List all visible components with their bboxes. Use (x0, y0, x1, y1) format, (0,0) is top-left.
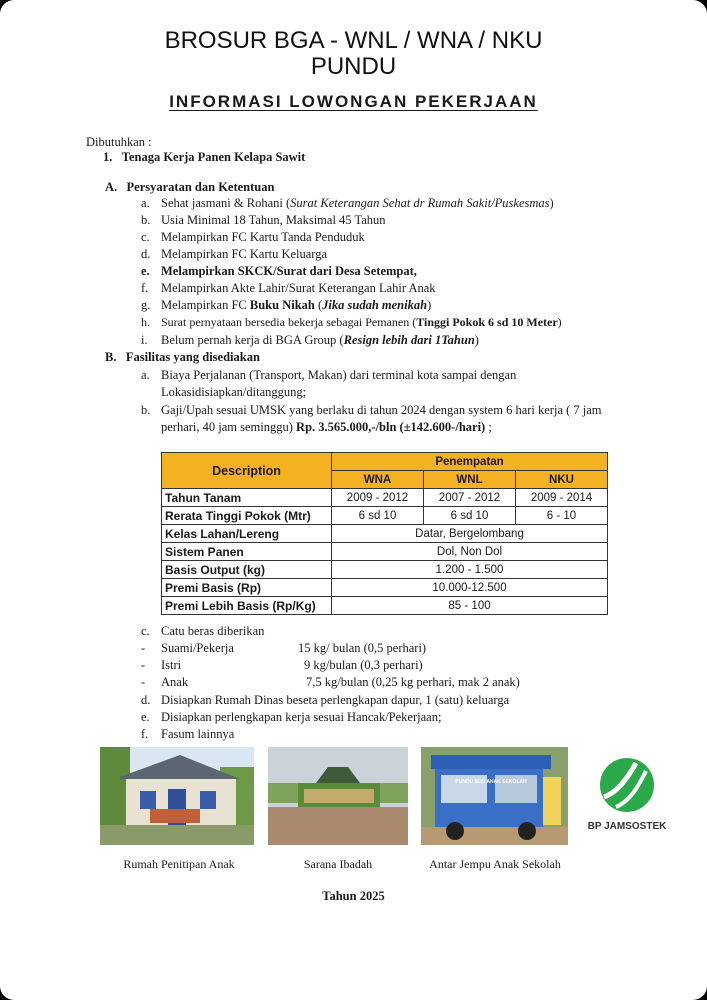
table-cell: 85 - 100 (332, 597, 608, 615)
bp-jamsostek-logo (582, 755, 672, 845)
requirement-item: d. Melampirkan FC Kartu Keluarga (141, 247, 328, 261)
table-row-label: Kelas Lahan/Lereng (162, 525, 332, 543)
table-cell: 2007 - 2012 (424, 489, 516, 507)
requirement-item: i. Belum pernah kerja di BGA Group (Resign lebih dari 1Tahun) (141, 333, 479, 347)
brochure-subtitle: INFORMASI LOWONGAN PEKERJAAN (169, 92, 538, 111)
needed-label: Dibutuhkan : (86, 135, 152, 149)
section-b-heading: B. Fasilitas yang disediakan (105, 350, 260, 364)
table-cell: 2009 - 2014 (516, 489, 608, 507)
position-line: 1. Tenaga Kerja Panen Kelapa Sawit (103, 150, 306, 164)
school-bus-photo (421, 747, 568, 845)
requirement-item: c. Melampirkan FC Kartu Tanda Penduduk (141, 230, 365, 244)
table-header-description: Description (162, 453, 332, 489)
requirement-item: g. Melampirkan FC Buku Nikah (Jika sudah menikah) (141, 298, 432, 312)
facility-item-house: d. Disiapkan Rumah Dinas beseta perlengkapan dapur, 1 (satu) keluarga (141, 693, 510, 707)
requirement-item: b. Usia Minimal 18 Tahun, Maksimal 45 Tahun (141, 213, 386, 227)
brochure-title: BROSUR BGA - WNL / WNA / NKU (164, 27, 543, 54)
table-header-col: WNL (424, 471, 516, 489)
table-row (162, 489, 608, 507)
table-row (162, 525, 608, 543)
placement-table (161, 452, 608, 615)
facility-item-public: f. Fasum lainnya (141, 727, 235, 741)
table-row (162, 597, 608, 615)
table-cell: 10.000-12.500 (332, 579, 608, 597)
facility-item-transport-cont: Lokasidisiapkan/ditanggung; (161, 385, 307, 399)
table-cell: 6 sd 10 (332, 507, 424, 525)
rice-row: - Istri 9 kg/bulan (0,3 perhari) (141, 658, 423, 672)
table-row (162, 561, 608, 579)
brochure-title-location: PUNDU (310, 53, 397, 80)
table-cell: Dol, Non Dol (332, 543, 608, 561)
table-row-label: Sistem Panen (162, 543, 332, 561)
photo-caption-daycare: Rumah Penitipan Anak (123, 857, 235, 871)
table-header-col: NKU (516, 471, 608, 489)
table-cell: 1.200 - 1.500 (332, 561, 608, 579)
table-cell: 6 sd 10 (424, 507, 516, 525)
photo-caption-mosque: Sarana Ibadah (303, 857, 373, 871)
table-row-label: Rerata Tinggi Pokok (Mtr) (162, 507, 332, 525)
rice-row: - Suami/Pekerja 15 kg/ bulan (0,5 perhari) (141, 641, 427, 655)
facility-item-salary: b. Gaji/Upah sesuai UMSK yang berlaku di tahun 2024 dengan system 6 hari kerja ( 7 jam (141, 403, 602, 417)
table-cell: Datar, Bergelombang (332, 525, 608, 543)
table-row-label: Tahun Tanam (162, 489, 332, 507)
facility-item-rice: c. Catu beras diberikan (141, 624, 265, 638)
mosque-photo (268, 747, 408, 845)
table-cell: 2009 - 2012 (332, 489, 424, 507)
requirement-item: f. Melampirkan Akte Lahir/Surat Keterangan Lahir Anak (141, 281, 436, 295)
requirement-item: h. Surat pernyataan bersedia bekerja sebagai Pemanen (Tinggi Pokok 6 sd 10 Meter) (141, 315, 562, 329)
table-cell: 6 - 10 (516, 507, 608, 525)
requirement-item: e. Melampirkan SKCK/Surat dari Desa Setempat, (141, 264, 417, 278)
table-row-label: Basis Output (kg) (162, 561, 332, 579)
photo-caption-bus: Antar Jempu Anak Sekolah (429, 857, 561, 871)
facility-item-salary-cont: perhari, 40 jam seminggu) Rp. 3.565.000,-/bln (±142.600-/hari) ; (161, 420, 492, 434)
daycare-house-photo (100, 747, 254, 845)
table-row (162, 507, 608, 525)
section-a-heading: A. Persyaratan dan Ketentuan (105, 180, 275, 194)
table-row (162, 543, 608, 561)
table-header-row (162, 453, 608, 471)
footer-year: Tahun 2025 (322, 889, 385, 903)
table-header-col: WNA (332, 471, 424, 489)
logo-text: BP JAMSOSTEK (587, 821, 667, 832)
facility-item-transport: a. Biaya Perjalanan (Transport, Makan) dari terminal kota sampai dengan (141, 368, 517, 382)
table-row-label: Premi Lebih Basis (Rp/Kg) (162, 597, 332, 615)
table-row (162, 579, 608, 597)
table-header-placement: Penempatan (332, 453, 608, 471)
facility-item-equipment: e. Disiapkan perlengkapan kerja sesuai Hancak/Pekerjaan; (141, 710, 442, 724)
rice-row: - Anak 7,5 kg/bulan (0,25 kg perhari, mak 2 anak) (141, 675, 520, 689)
requirement-item: a. Sehat jasmani & Rohani (Surat Keterangan Sehat dr Rumah Sakit/Puskesmas) (141, 196, 554, 210)
table-row-label: Premi Basis (Rp) (162, 579, 332, 597)
bus-sign: PUNDU BUS ANAK SEKOLAH (455, 779, 527, 785)
